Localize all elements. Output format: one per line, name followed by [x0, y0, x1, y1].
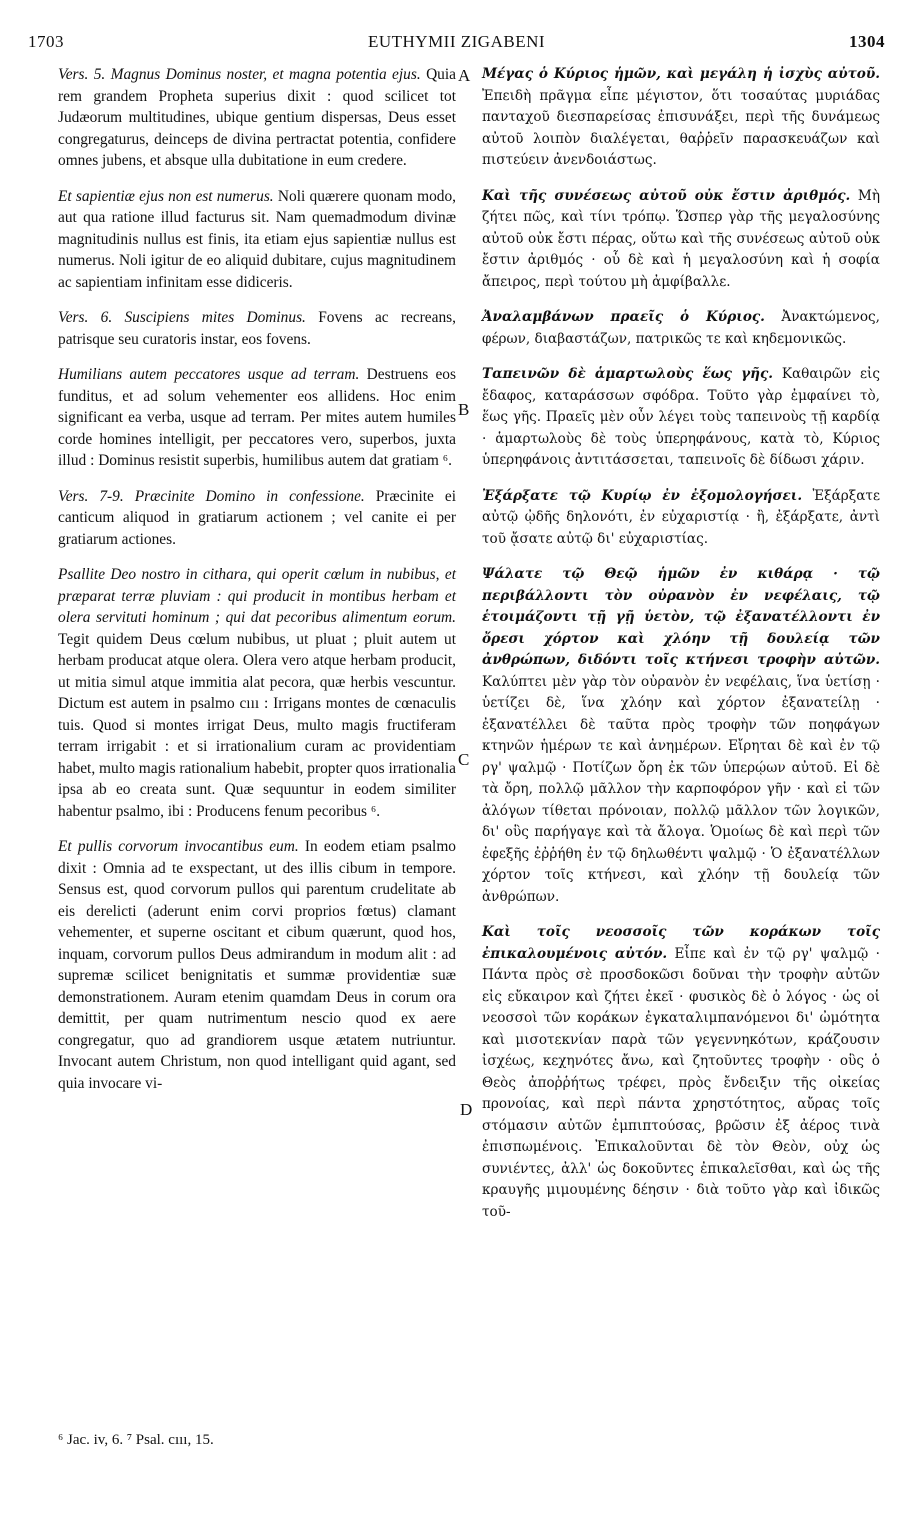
greek-paragraph: Καὶ τῆς συνέσεως αὐτοῦ οὐκ ἔστιν ἀριθμός. Μὴ ζήτει πῶς, καὶ τίνι τρόπῳ. Ὥσπερ γὰρ τῆς μεγαλοσύνης αὐτοῦ οὐκ ἔστι πέρας, οὕτω καὶ τῆς συνέσεως αὐτοῦ οὐκ ἔστιν ἀριθμός · οὗ δὲ καὶ ἡ μεγαλοσύνη καὶ ἡ σοφία ἄπειρος, περὶ τούτου μὴ ἀμφίβαλλε. [482, 187, 880, 290]
page-number-right: 1304 [849, 32, 885, 51]
greek-paragraph: Ἐξάρξατε τῷ Κυρίῳ ἐν ἐξομολογήσει. Ἐξάρξατε αὐτῷ ᾠδῆς δηλονότι, ἐν εὐχαριστίᾳ · ἢ, ἐξάρξατε, ἀντὶ τοῦ ᾄσατε αὐτῷ δι' εὐχαριστίας. [482, 487, 880, 547]
latin-paragraph: Psallite Deo nostro in cithara, qui operit cœlum in nubibus, et præparat terræ pluviam : qui producit in montibus herbam et olera servituti hominum ; qui dat pecoribus alimentum eorum. Tegit quidem Deus cœlum nubibus, ut pluat ; pluit autem ut herbam producat atque olera. Olera vero atque herbam producit, ut mitia simul atque immitia alat pecora, quæ herbis vescuntur. Dictum est autem in psalmo cııı : Irrigans montes de cœnaculis tuis. Quod si montes irrigat Deus, multo magis fructiferam terram irrigabit : et si irrationalium curam ac providentiam habet, multo magis rationalium habebit, propter quos irrationalia ipsa ab eo creata sunt. Quæ sequuntur in eodem similiter habentur psalmo, ibi : Producens fenum pecoribus ⁶. [58, 566, 456, 820]
margin-marker-b: B [458, 400, 470, 419]
latin-paragraph: Vers. 7-9. Præcinite Domino in confessione. Præcinite ei canticum aliquod in gratiarum actionem ; vel canite ei per gratiarum actiones. [58, 487, 456, 548]
greek-paragraph: Ταπεινῶν δὲ ἁμαρτωλοὺς ἕως γῆς. Καθαιρῶν εἰς ἔδαφος, καταράσσων σφόδρα. Τοῦτο γὰρ ἐμφαίνει τὸ, ἕως γῆς. Πραεῖς μὲν οὖν λέγει τοὺς ταπεινοὺς τῇ καρδίᾳ · ἁμαρτωλοὺς δὲ τοὺς ὑπερηφάνους, κατὰ τὸ, Κύριος ὑπερηφάνοις ἀντιτάσσεται, ταπεινοῖς δὲ δίδωσι χάριν. [482, 366, 880, 468]
footnotes: ⁶ Jac. iv, 6. ⁷ Psal. cııı, 15. [58, 1432, 214, 1448]
page-header [28, 32, 885, 60]
greek-paragraph: Μέγας ὁ Κύριος ἡμῶν, καὶ μεγάλη ἡ ἰσχὺς αὐτοῦ. Ἐπειδὴ πρᾶγμα εἶπε μέγιστον, ὅτι τοσαύτας μυριάδας πανταχοῦ διεσπαρείσας ἐπισυνάξει, περὶ τῆς δυνάμεως αὐτοῦ λοιπὸν διαλέγεται, θαῤῥεῖν παρασκευάζων καὶ πιστεύειν ἀνενδοιάστως. [482, 66, 880, 168]
margin-marker-a: A [458, 66, 471, 85]
greek-column [482, 64, 880, 1237]
latin-paragraph: Et sapientiæ ejus non est numerus. Noli quærere quonam modo, aut qua ratione illud facturus sit. Nam quemadmodum divinæ magnitudinis nullus est finis, ita etiam ejus sapientiæ nullus est numerus. Noli igitur de eo aliquid dubitare, cujus magnitudinem ac sapientiam infinitam esse didiceris. [58, 187, 457, 291]
running-title: EUTHYMII ZIGABENI [367, 32, 546, 51]
latin-column [58, 64, 456, 1108]
latin-paragraph: Humilians autem peccatores usque ad terram. Destruens eos funditus, et ad solum vehementer eos allidens. Hoc enim significant ea verba, usque ad terram. Per mites autem humiles corde homines intelligit, per peccatores vero, superbos, juxta illud : Dominus resistit superbis, humilibus autem dat gratiam ⁶. [58, 366, 456, 469]
latin-paragraph: Et pullis corvorum invocantibus eum. In eodem etiam psalmo dixit : Omnia ad te exspectant, ut des illis cibum in tempore. Sensus est, quod corvorum pullos qui parentum crudelitate ab eis derelicti (aderunt enim corvi proprios fœtus) clamant vehementer, et superne oscitant et cibum quærunt, quod hos, inquam, corvorum pullos Deus admirandum in modum alit : ad supremæ scilicet benignitatis et summæ providentiæ suæ demonstrationem. Auram etenim quamdam Deus in corum ora demittit, per quam nutrimentum nescio quod ex aere congregatur, quo ad grandiorem usque ætatem nutriuntur. Invocant autem Christum, non quod intelligant quid agant, sed quia invocare vi- [58, 838, 456, 1092]
page-number-left: 1703 [28, 32, 64, 51]
latin-paragraph: Vers. 5. Magnus Dominus noster, et magna potentia ejus. Quia rem grandem Propheta superius dixit : quod scilicet tot Judæorum multitudines, ubique gentium dispersas, Deus esset congregaturus, deinceps de divina pertractat potentia, confidere omnes jubens, et absque ulla dubitatione in eum credere. [58, 66, 456, 169]
margin-marker-d: D [460, 1100, 473, 1119]
greek-paragraph: Ψάλατε τῷ Θεῷ ἡμῶν ἐν κιθάρᾳ · τῷ περιβάλλοντι τὸν οὐρανὸν ἐν νεφέλαις, τῷ ἑτοιμάζοντι τῇ γῇ ὑετὸν, τῷ ἐξανατέλλοντι ἐν ὄρεσι χόρτον καὶ χλόην τῇ δουλείᾳ τῶν ἀνθρώπων, διδόντι τοῖς κτήνεσι τροφὴν αὐτῶν. Καλύπτει μὲν γὰρ τὸν οὐρανὸν ἐν νεφέλαις, ἵνα ὑετίσῃ · ὑετίζει δὲ, ἵνα χλόην καὶ χόρτον ἐξανατείλῃ · ἐξανατέλλει δὲ ταῦτα πρὸς τροφὴν τῶν ποηφάγων κτηνῶν ἡμέρων τε καὶ ἀνημέρων. Εἴρηται δὲ καὶ ἐν τῷ ργ' ψαλμῷ · Ποτίζων ὄρη ἐκ τῶν ὑπερῴων αὐτοῦ. Εἰ δὲ τὰ ὄρη, πολλῷ μᾶλλον τὴν καρποφόρον γῆν · καὶ εἰ τῶν ἀλόγων τίθεται πρόνοιαν, πολλῷ μᾶλλον τῶν λογικῶν, δι' οὓς παρήγαγε καὶ τὰ ἄλογα. Ὁμοίως δὲ καὶ περὶ τῶν ἐφεξῆς ἐῤῥήθη ἐν τῷ δηλωθέντι ψαλμῷ · Ὁ ἐξανατέλλων χόρτον τοῖς κτήνεσι, καὶ χλόην τῇ δουλείᾳ τῶν ἀνθρώπων. [482, 566, 880, 905]
greek-paragraph: Ἀναλαμβάνων πραεῖς ὁ Κύριος. Ἀνακτώμενος, φέρων, διαβαστάζων, πατρικῶς τε καὶ κηδεμονικῶς. [482, 309, 880, 347]
margin-marker-c: C [458, 750, 470, 769]
latin-paragraph: Vers. 6. Suscipiens mites Dominus. Fovens ac recreans, patrisque seu curatoris instar, eos fovens. [58, 309, 456, 348]
greek-paragraph: Καὶ τοῖς νεοσσοῖς τῶν κοράκων τοῖς ἐπικαλουμένοις αὐτόν. Εἶπε καὶ ἐν τῷ ργ' ψαλμῷ · Πάντα πρὸς σὲ προσδοκῶσι δοῦναι τὴν τροφὴν αὐτῶν εἰς εὔκαιρον καὶ ζήτει ἐκεῖ · φυσικὸς δὲ ὁ λόγος · ὡς οἱ νεοσσοὶ τῶν κοράκων ἐγκαταλιμπανόμενοι δι' ὠμότητα καὶ μισοτεκνίαν παρὰ τῶν γεγεννηκότων, κράζουσιν ἰσχέως, κεχηνότες ἄνω, καὶ ζητοῦντες τροφὴν · οὓς ὁ Θεὸς ἀποῤῥήτως τρέφει, πρὸς ἔνδειξιν τῆς οἰκείας προνοίας, καὶ περὶ πάντα χρηστότητος, αὔρας τοῖς στόμασιν αὐτῶν ἐμπιπτούσας, βρῶσιν ἐξ ἀέρος τινὰ ἐπισπωμένοις. Ἐπικαλοῦνται δὲ τὸν Θεὸν, οὐχ ὡς συνιέντες, ἀλλ' ὡς δοκοῦντες ἐπικαλεῖσθαι, καὶ ὡς τῆς κραυγῆς μιμουμένης δέησιν · διὰ τοῦτο γὰρ καὶ ἰδικῶς τοῦ- [482, 924, 880, 1220]
